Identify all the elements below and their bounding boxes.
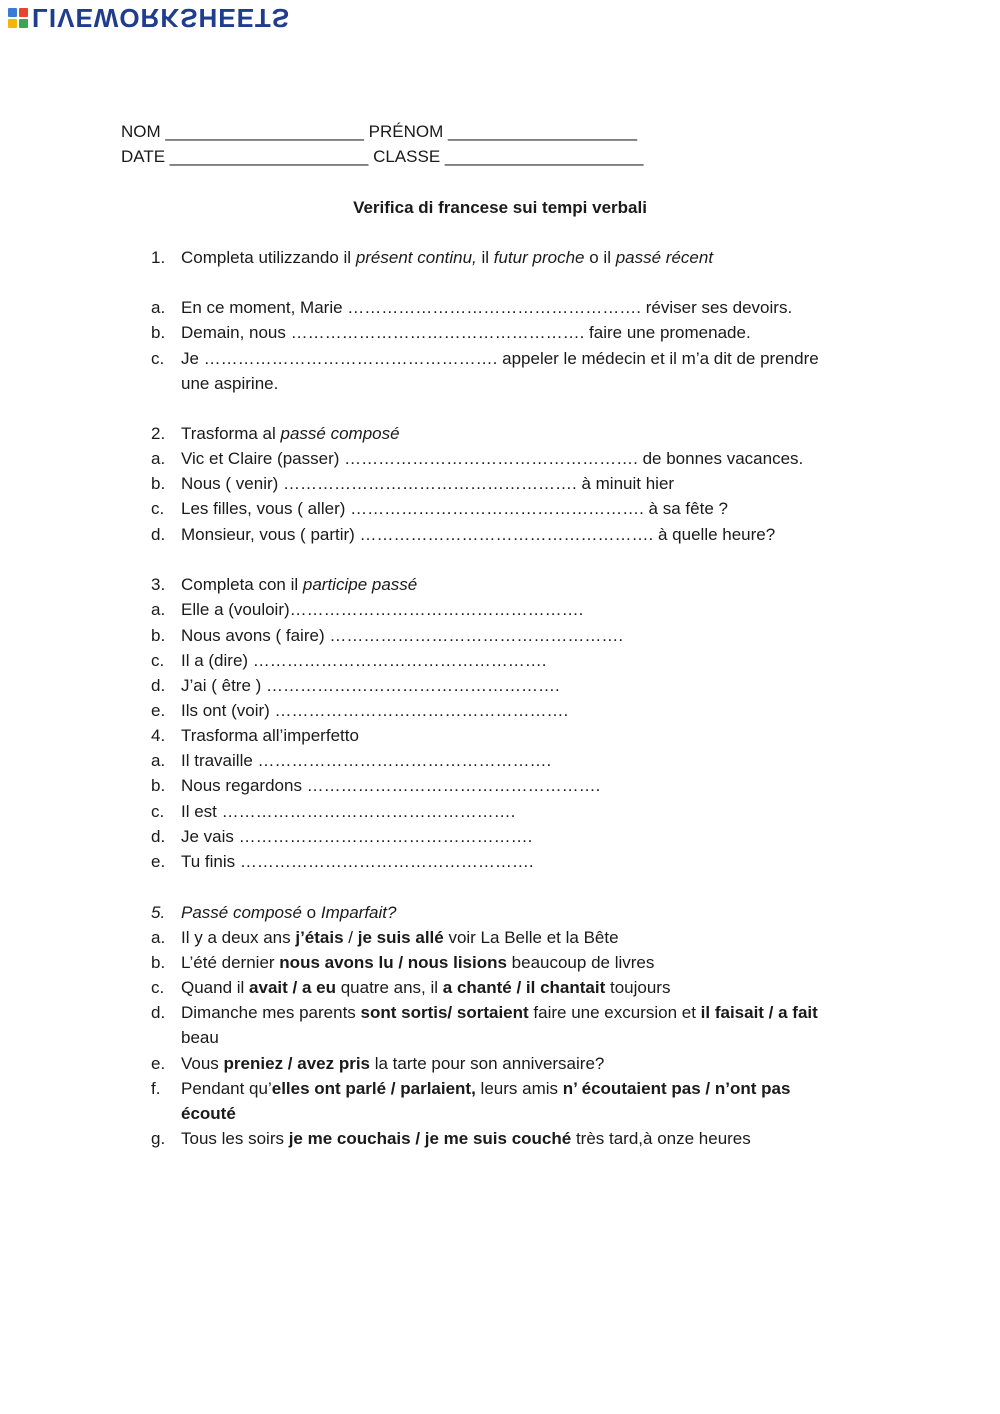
exercise-3d[interactable]: J’ai ( être ) ……………………………………………. [181,676,560,695]
item-label: b. [151,474,166,493]
exercise-1c-continued: une aspirine. [181,374,279,393]
section-5-instruction: Passé composé o Imparfait? [181,903,397,922]
exercise-1a[interactable]: En ce moment, Marie ……………………………………………. réviser ses devoirs. [181,298,793,317]
exercise-5d-continued: beau [181,1028,219,1047]
exercise-3e[interactable]: Ils ont (voir) ……………………………………………. [181,701,569,720]
item-label: g. [151,1129,166,1148]
exercise-5c: Quand il avait / a eu quatre ans, il a chanté / il chantait toujours [181,978,671,997]
item-label: f. [151,1079,161,1098]
choice-options[interactable]: avait / a eu [249,978,336,997]
choice-options[interactable]: je me couchais / je me suis couché [288,1129,572,1148]
exercise-4d[interactable]: Je vais ……………………………………………. [181,827,533,846]
logo-block-d [19,19,28,28]
item-label: c. [151,978,165,997]
exercise-1c[interactable]: Je ……………………………………………. appeler le médecin et il m’a dit de prendre [181,349,819,368]
item-label: a. [151,298,166,317]
exercise-1b[interactable]: Demain, nous ……………………………………………. faire une promenade. [181,323,751,342]
logo-block-b [19,8,28,17]
choice-options[interactable]: nous avons lu / nous lisions [279,953,507,972]
exercise-5d: Dimanche mes parents sont sortis/ sortaient faire une excursion et il faisait / a fait [181,1003,818,1022]
nom-prenom-line[interactable]: NOM _____________________ PRÉNOM ____________________ [121,122,638,141]
item-label: d. [151,676,166,695]
choice-option[interactable]: je suis allé [357,928,444,947]
page-title: Verifica di francese sui tempi verbali [353,198,647,217]
exercise-2c[interactable]: Les filles, vous ( aller) ……………………………………………. à sa fête ? [181,499,728,518]
logo-block-a [8,8,17,17]
exercise-5e: Vous preniez / avez pris la tarte pour son anniversaire? [181,1054,605,1073]
exercise-3b[interactable]: Nous avons ( faire) ……………………………………………. [181,626,624,645]
item-label: b. [151,323,166,342]
section-1-instruction: Completa utilizzando il présent continu, il futur proche o il passé récent [181,248,714,267]
item-label: d. [151,827,166,846]
choice-options[interactable]: a chanté / il chantait [442,978,606,997]
exercise-3a[interactable]: Elle a (vouloir)……………………………………………. [181,600,584,619]
exercise-5g: Tous les soirs je me couchais / je me suis couché très tard,à onze heures [181,1129,751,1148]
item-label: e. [151,701,166,720]
exercise-4a[interactable]: Il travaille ……………………………………………. [181,751,552,770]
choice-options[interactable]: elles ont parlé / parlaient, [271,1079,476,1098]
item-label: b. [151,626,166,645]
section-2-number: 2. [151,424,166,443]
exercise-5a: Il y a deux ans j’étais / je suis allé voir La Belle et la Bête [181,928,619,947]
exercise-2b[interactable]: Nous ( venir) ……………………………………………. à minuit hier [181,474,675,493]
exercise-5f-continued: écouté [181,1104,236,1123]
section-3-instruction: Completa con il participe passé [181,575,418,594]
choice-options[interactable]: preniez / avez pris [223,1054,370,1073]
item-label: d. [151,525,166,544]
item-label: a. [151,928,166,947]
item-label: c. [151,651,165,670]
exercise-2a[interactable]: Vic et Claire (passer) ……………………………………………. de bonnes vacances. [181,449,804,468]
section-1-number: 1. [151,248,166,267]
item-label: b. [151,953,166,972]
section-5-number: 5. [151,903,166,922]
liveworksheets-logo [8,4,290,32]
item-label: b. [151,776,166,795]
section-3-number: 3. [151,575,166,594]
section-4-instruction: Trasforma all’imperfetto [181,726,359,745]
exercise-3c[interactable]: Il a (dire) ……………………………………………. [181,651,547,670]
exercise-4e[interactable]: Tu finis ……………………………………………. [181,852,534,871]
choice-options[interactable]: il faisait / a fait [700,1003,818,1022]
exercise-4b[interactable]: Nous regardons ……………………………………………. [181,776,601,795]
exercise-2d[interactable]: Monsieur, vous ( partir) ……………………………………………. à quelle heure? [181,525,776,544]
logo-blocks [8,8,28,28]
item-label: a. [151,600,166,619]
exercise-5b: L’été dernier nous avons lu / nous lisions beaucoup de livres [181,953,655,972]
item-label: d. [151,1003,166,1022]
logo-block-c [8,19,17,28]
item-label: e. [151,852,166,871]
item-label: c. [151,802,165,821]
item-label: c. [151,499,165,518]
choice-option[interactable]: j’étais [295,928,344,947]
logo-text: LIVEWORKSHEETS [32,3,291,33]
item-label: c. [151,349,165,368]
section-4-number: 4. [151,726,166,745]
choice-options[interactable]: n’ écoutaient pas / n’ont pas [562,1079,791,1098]
item-label: a. [151,751,166,770]
item-label: a. [151,449,166,468]
choice-options[interactable]: sont sortis/ sortaient [360,1003,529,1022]
section-2-instruction: Trasforma al passé composé [181,424,400,443]
item-label: e. [151,1054,166,1073]
exercise-5f: Pendant qu’elles ont parlé / parlaient, leurs amis n’ écoutaient pas / n’ont pas [181,1079,791,1098]
exercise-4c[interactable]: Il est ……………………………………………. [181,802,516,821]
date-classe-line[interactable]: DATE _____________________ CLASSE _____________________ [121,147,644,166]
